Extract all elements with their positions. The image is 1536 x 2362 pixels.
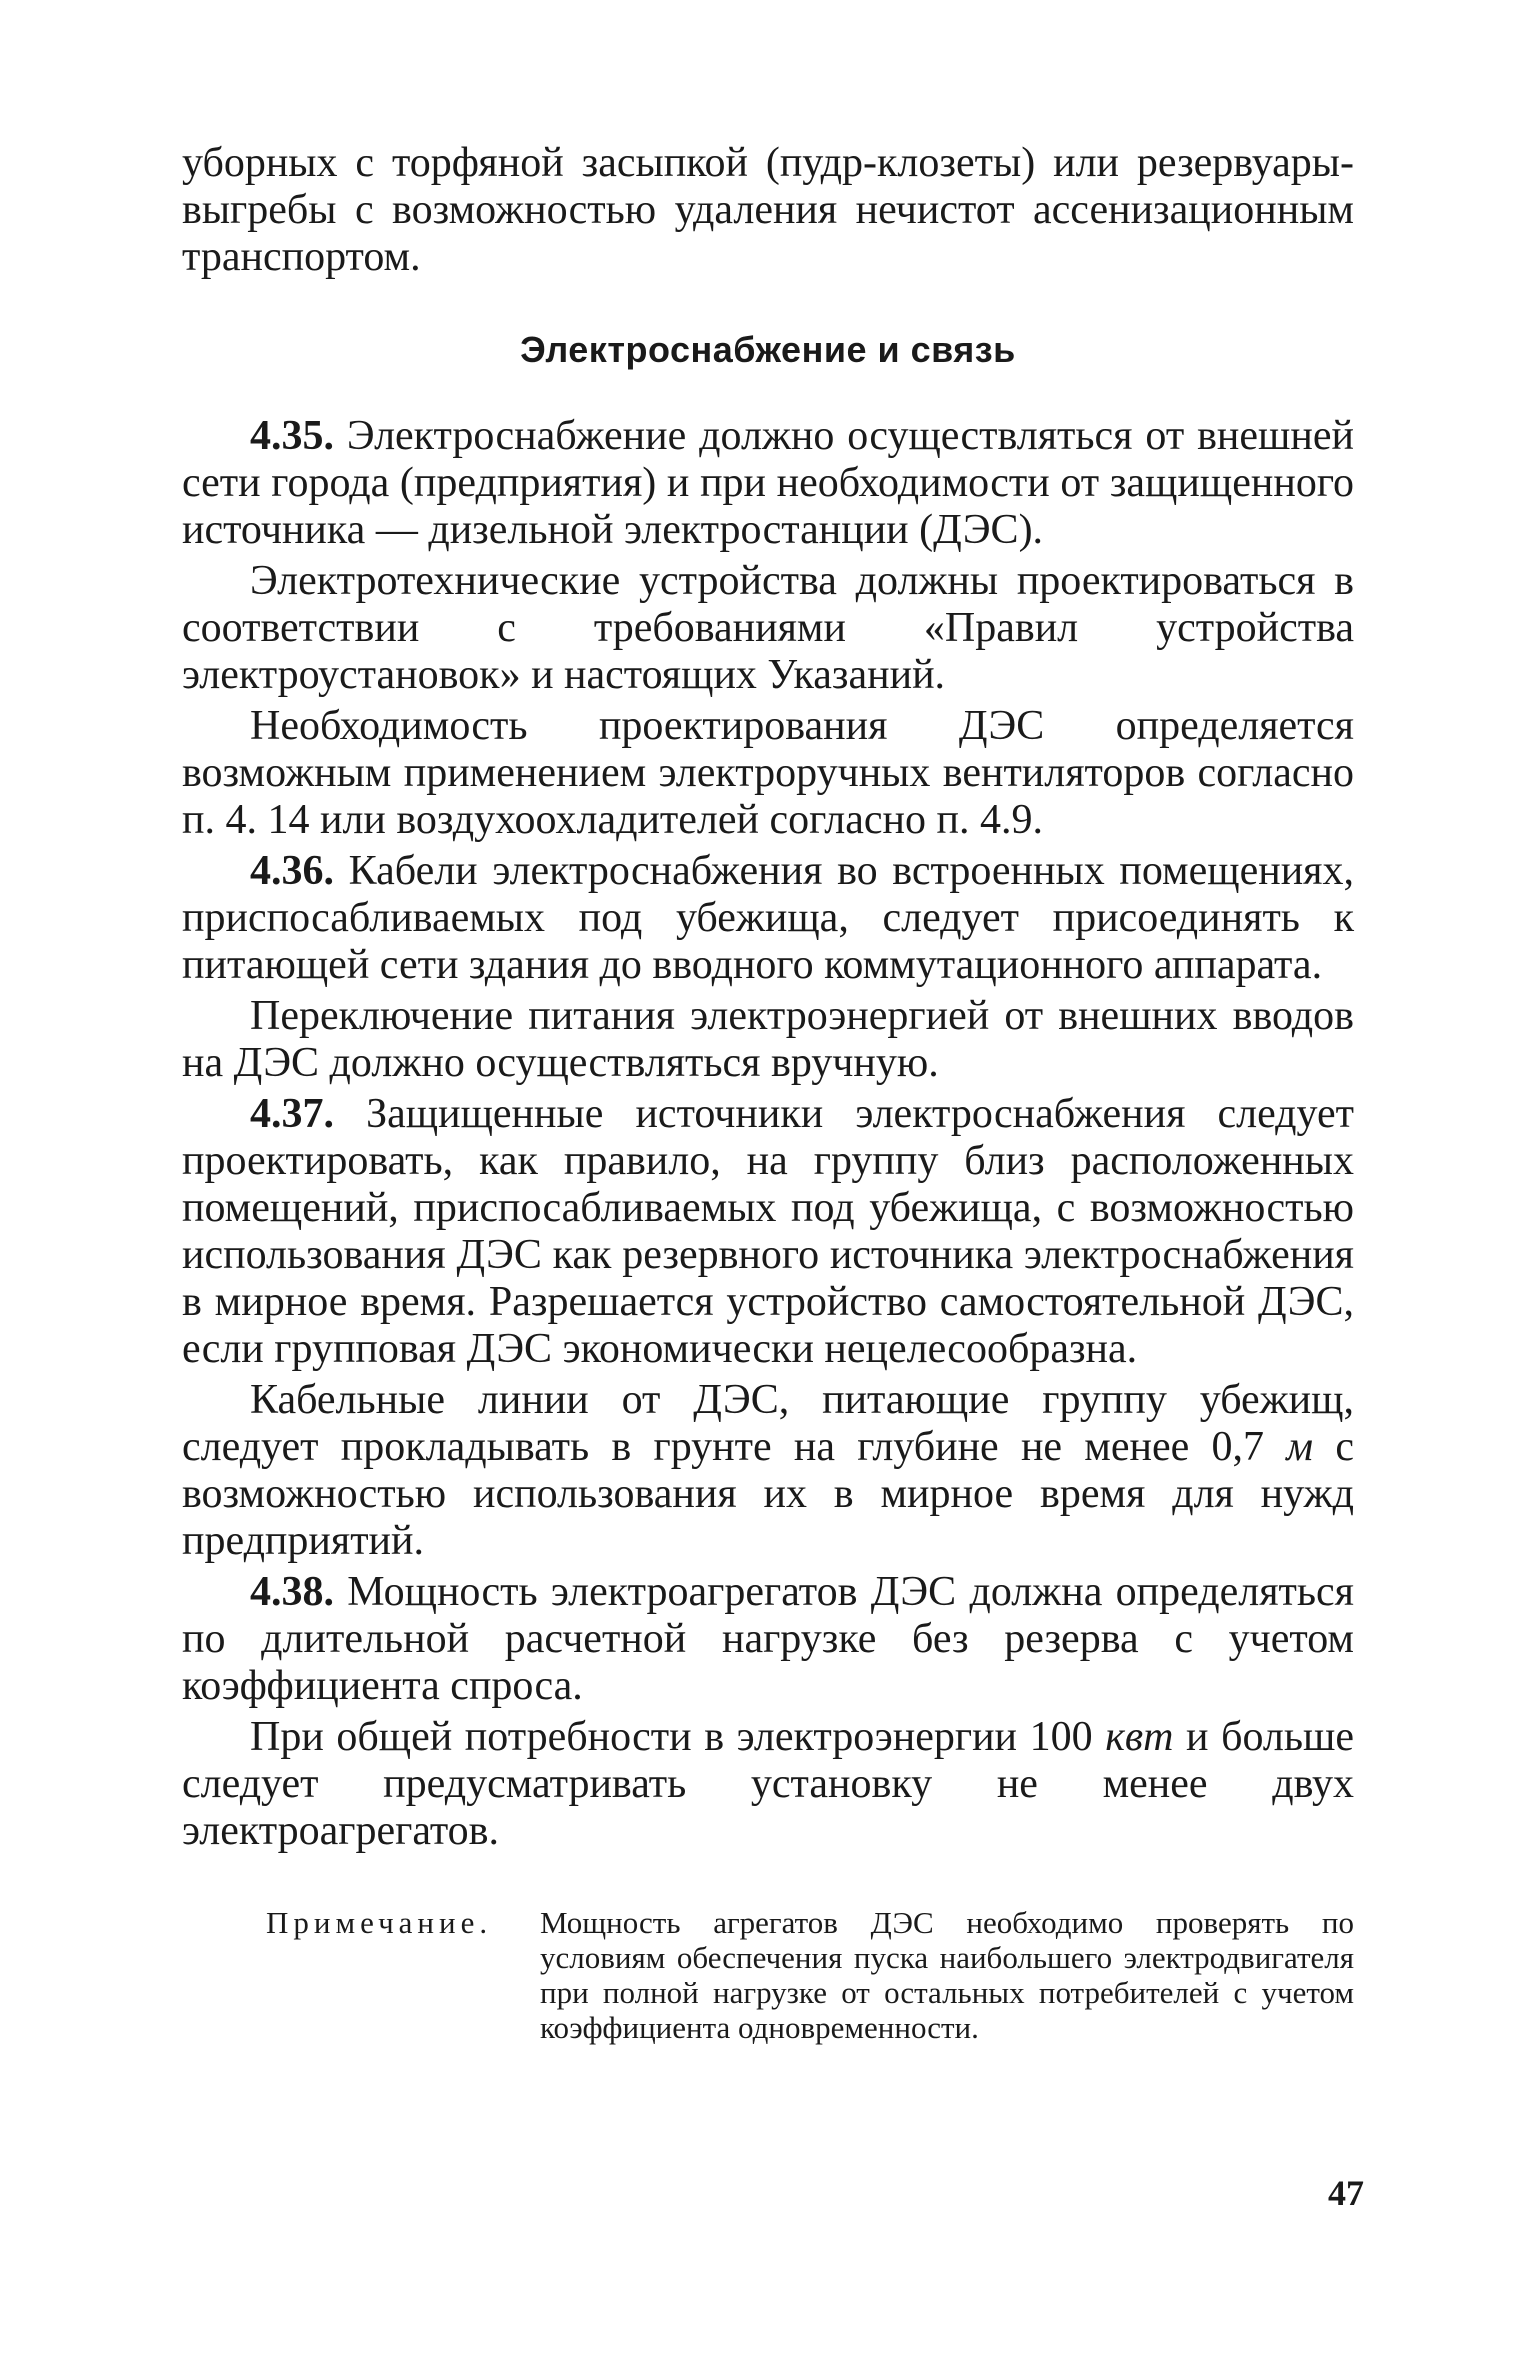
clause-4-35-paragraph-2: Электротехнические устройства должны проектироваться в соответствии с требованиями «Правил устройства электроустановок» и настоящих Указаний. xyxy=(182,558,1354,698)
page-body xyxy=(182,140,1354,2045)
clause-4-37 xyxy=(182,1091,1354,1373)
text-part: Кабельные линии от ДЭС, питающие группу убежищ, следует прокладывать в грунте на глубине не менее 0,7 xyxy=(182,1377,1354,1470)
unit-label: квт xyxy=(1105,1714,1174,1760)
clause-4-38-paragraph-2 xyxy=(182,1714,1354,1855)
text-part: и больше следует предусматривать установку не менее двух электроагрегатов. xyxy=(182,1714,1355,1854)
clause-4-37-paragraph-2 xyxy=(182,1377,1354,1565)
clause-number: 4.36. xyxy=(250,848,334,894)
text-part: При общей потребности в электроэнергии 100 xyxy=(250,1714,1106,1760)
note-label: Примечание. xyxy=(266,1905,493,1940)
clause-4-38 xyxy=(182,1569,1354,1710)
text-part: с возможностью использования их в мирное время для нужд предприятий. xyxy=(182,1424,1354,1564)
page-number: 47 xyxy=(1328,2173,1364,2213)
clause-number: 4.38. xyxy=(250,1569,334,1615)
clause-text: Защищенные источники электроснабжения следует проектировать, как правило, на группу близ расположенных помещений, приспосабливаемых под убежища, с возможностью использования ДЭС как резервного источника электроснабжения в мирное время. Разрешается устройство самостоятельной ДЭС, если групповая ДЭС экономически нецелесообразна. xyxy=(182,1091,1354,1372)
note-block xyxy=(182,1905,1354,2045)
clause-number: 4.35. xyxy=(250,413,334,459)
section-heading: Электроснабжение и связь xyxy=(520,329,1016,370)
clause-text: Электроснабжение должно осуществляться от внешней сети города (предприятия) и при необходимости от защищенного источника — дизельной электростанции (ДЭС). xyxy=(182,413,1354,553)
intro-paragraph: уборных с торфяной засыпкой (пудр-клозеты) или резервуары-выгребы с возможностью удаления нечистот ассенизационным транспортом. xyxy=(182,140,1354,280)
clause-4-36 xyxy=(182,848,1354,989)
clause-text: Мощность электроагрегатов ДЭС должна определяться по длительной расчетной нагрузке без резерва с учетом коэффициента спроса. xyxy=(182,1569,1354,1709)
clause-number: 4.37. xyxy=(250,1091,334,1137)
clause-4-35-paragraph-3: Необходимость проектирования ДЭС определяется возможным применением электроручных вентиляторов согласно п. 4. 14 или воздухоохладителей согласно п. 4.9. xyxy=(182,703,1354,843)
clause-4-35 xyxy=(182,413,1354,554)
unit-label: м xyxy=(1286,1424,1314,1470)
clause-4-36-paragraph-2: Переключение питания электроэнергией от внешних вводов на ДЭС должно осуществляться вручную. xyxy=(182,993,1354,1086)
clause-text: Кабели электроснабжения во встроенных помещениях, приспосабливаемых под убежища, следует присоединять к питающей сети здания до вводного коммутационного аппарата. xyxy=(182,848,1354,988)
note-text: Мощность агрегатов ДЭС необходимо проверять по условиям обеспечения пуска наибольшего электродвигателя при полной нагрузке от остальных потребителей с учетом коэффициента одновременности. xyxy=(540,1905,1354,2045)
